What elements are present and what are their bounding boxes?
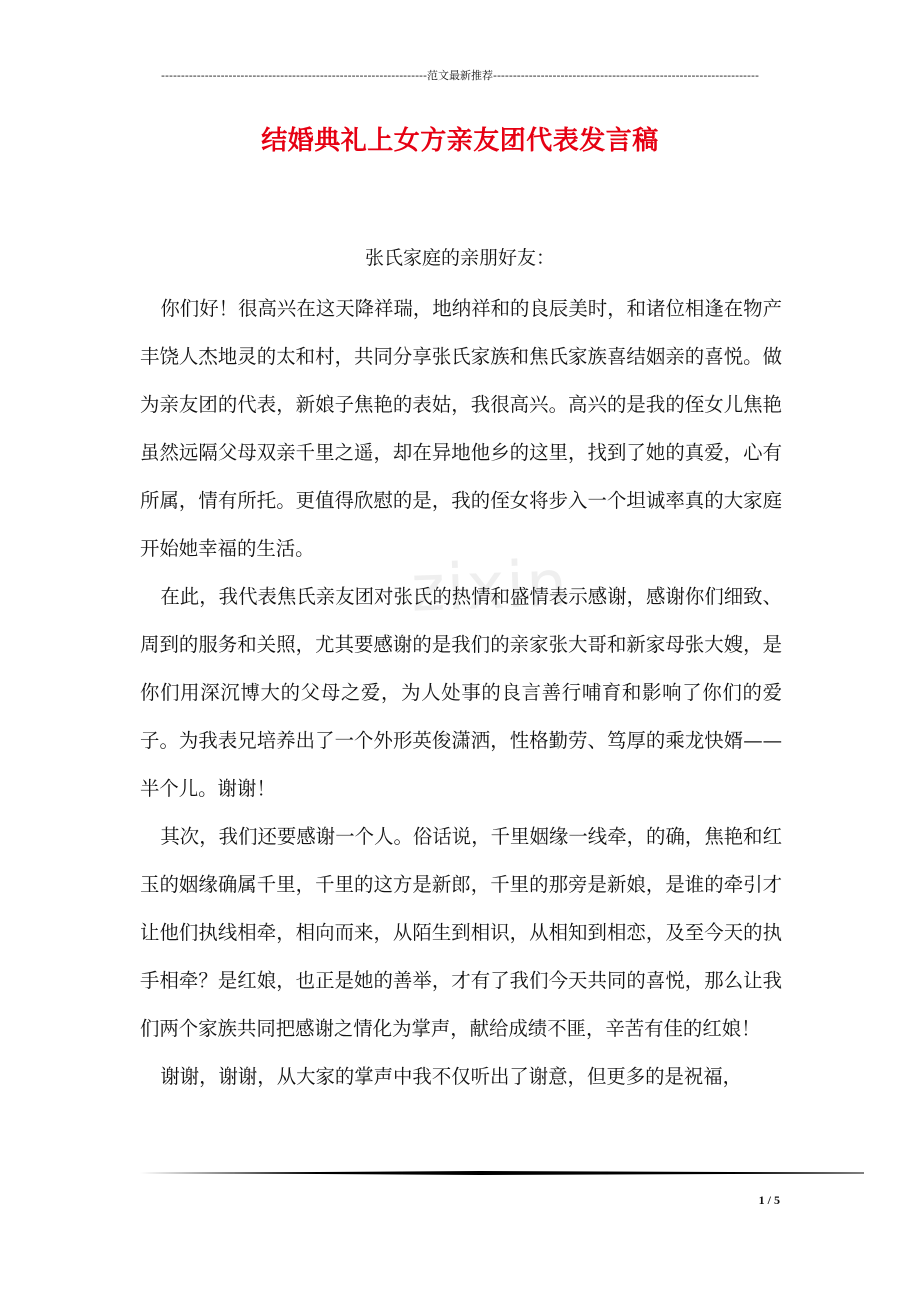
header-banner: -------------------------------------------------------------------范文最新推荐------------------------------------------------------------------- <box>161 69 759 82</box>
paragraph-3: 其次，我们还要感谢一个人。俗话说，千里姻缘一线牵，的确，焦艳和红玉的姻缘确属千里，千里的这方是新郎，千里的那旁是新娘，是谁的牵引才让他们执线相牵，相向而来，从陌生到相识，从相知到相恋，及至今天的执手相牵？是红娘，也正是她的善举，才有了我们今天共同的喜悦，那么让我们两个家族共同把感谢之情化为掌声，献给成绩不匪，辛苦有佳的红娘！ <box>140 825 782 1040</box>
page-number: 1 / 5 <box>758 1193 780 1207</box>
paragraph-2: 在此，我代表焦氏亲友团对张氏的热情和盛情表示感谢，感谢你们细致、周到的服务和关照，尤其要感谢的是我们的亲家张大哥和新家母张大嫂，是你们用深沉博大的父母之爱，为人处事的良言善行哺育和影响了你们的爱子。为我表兄培养出了一个外形英俊潇洒，性格勤劳、笃厚的乘龙快婿——半个儿。谢谢！ <box>140 585 782 800</box>
footer-divider <box>140 1171 864 1175</box>
watermark: zixin <box>409 547 571 627</box>
salutation: 张氏家庭的亲朋好友： <box>364 247 555 269</box>
document-title: 结婚典礼上女方亲友团代表发言稿 <box>261 126 659 156</box>
document-body <box>140 285 782 1101</box>
paragraph-1: 你们好！很高兴在这天降祥瑞，地纳祥和的良辰美时，和诸位相逢在物产丰饶人杰地灵的太和村，共同分享张氏家族和焦氏家族喜结姻亲的喜悦。做为亲友团的代表，新娘子焦艳的表姑，我很高兴。高兴的是我的侄女儿焦艳虽然远隔父母双亲千里之遥，却在异地他乡的这里，找到了她的真爱，心有所属，情有所托。更值得欣慰的是，我的侄女将步入一个坦诚率真的大家庭开始她幸福的生活。 <box>140 297 782 560</box>
paragraph-4: 谢谢，谢谢，从大家的掌声中我不仅听出了谢意，但更多的是祝福， <box>160 1065 743 1088</box>
